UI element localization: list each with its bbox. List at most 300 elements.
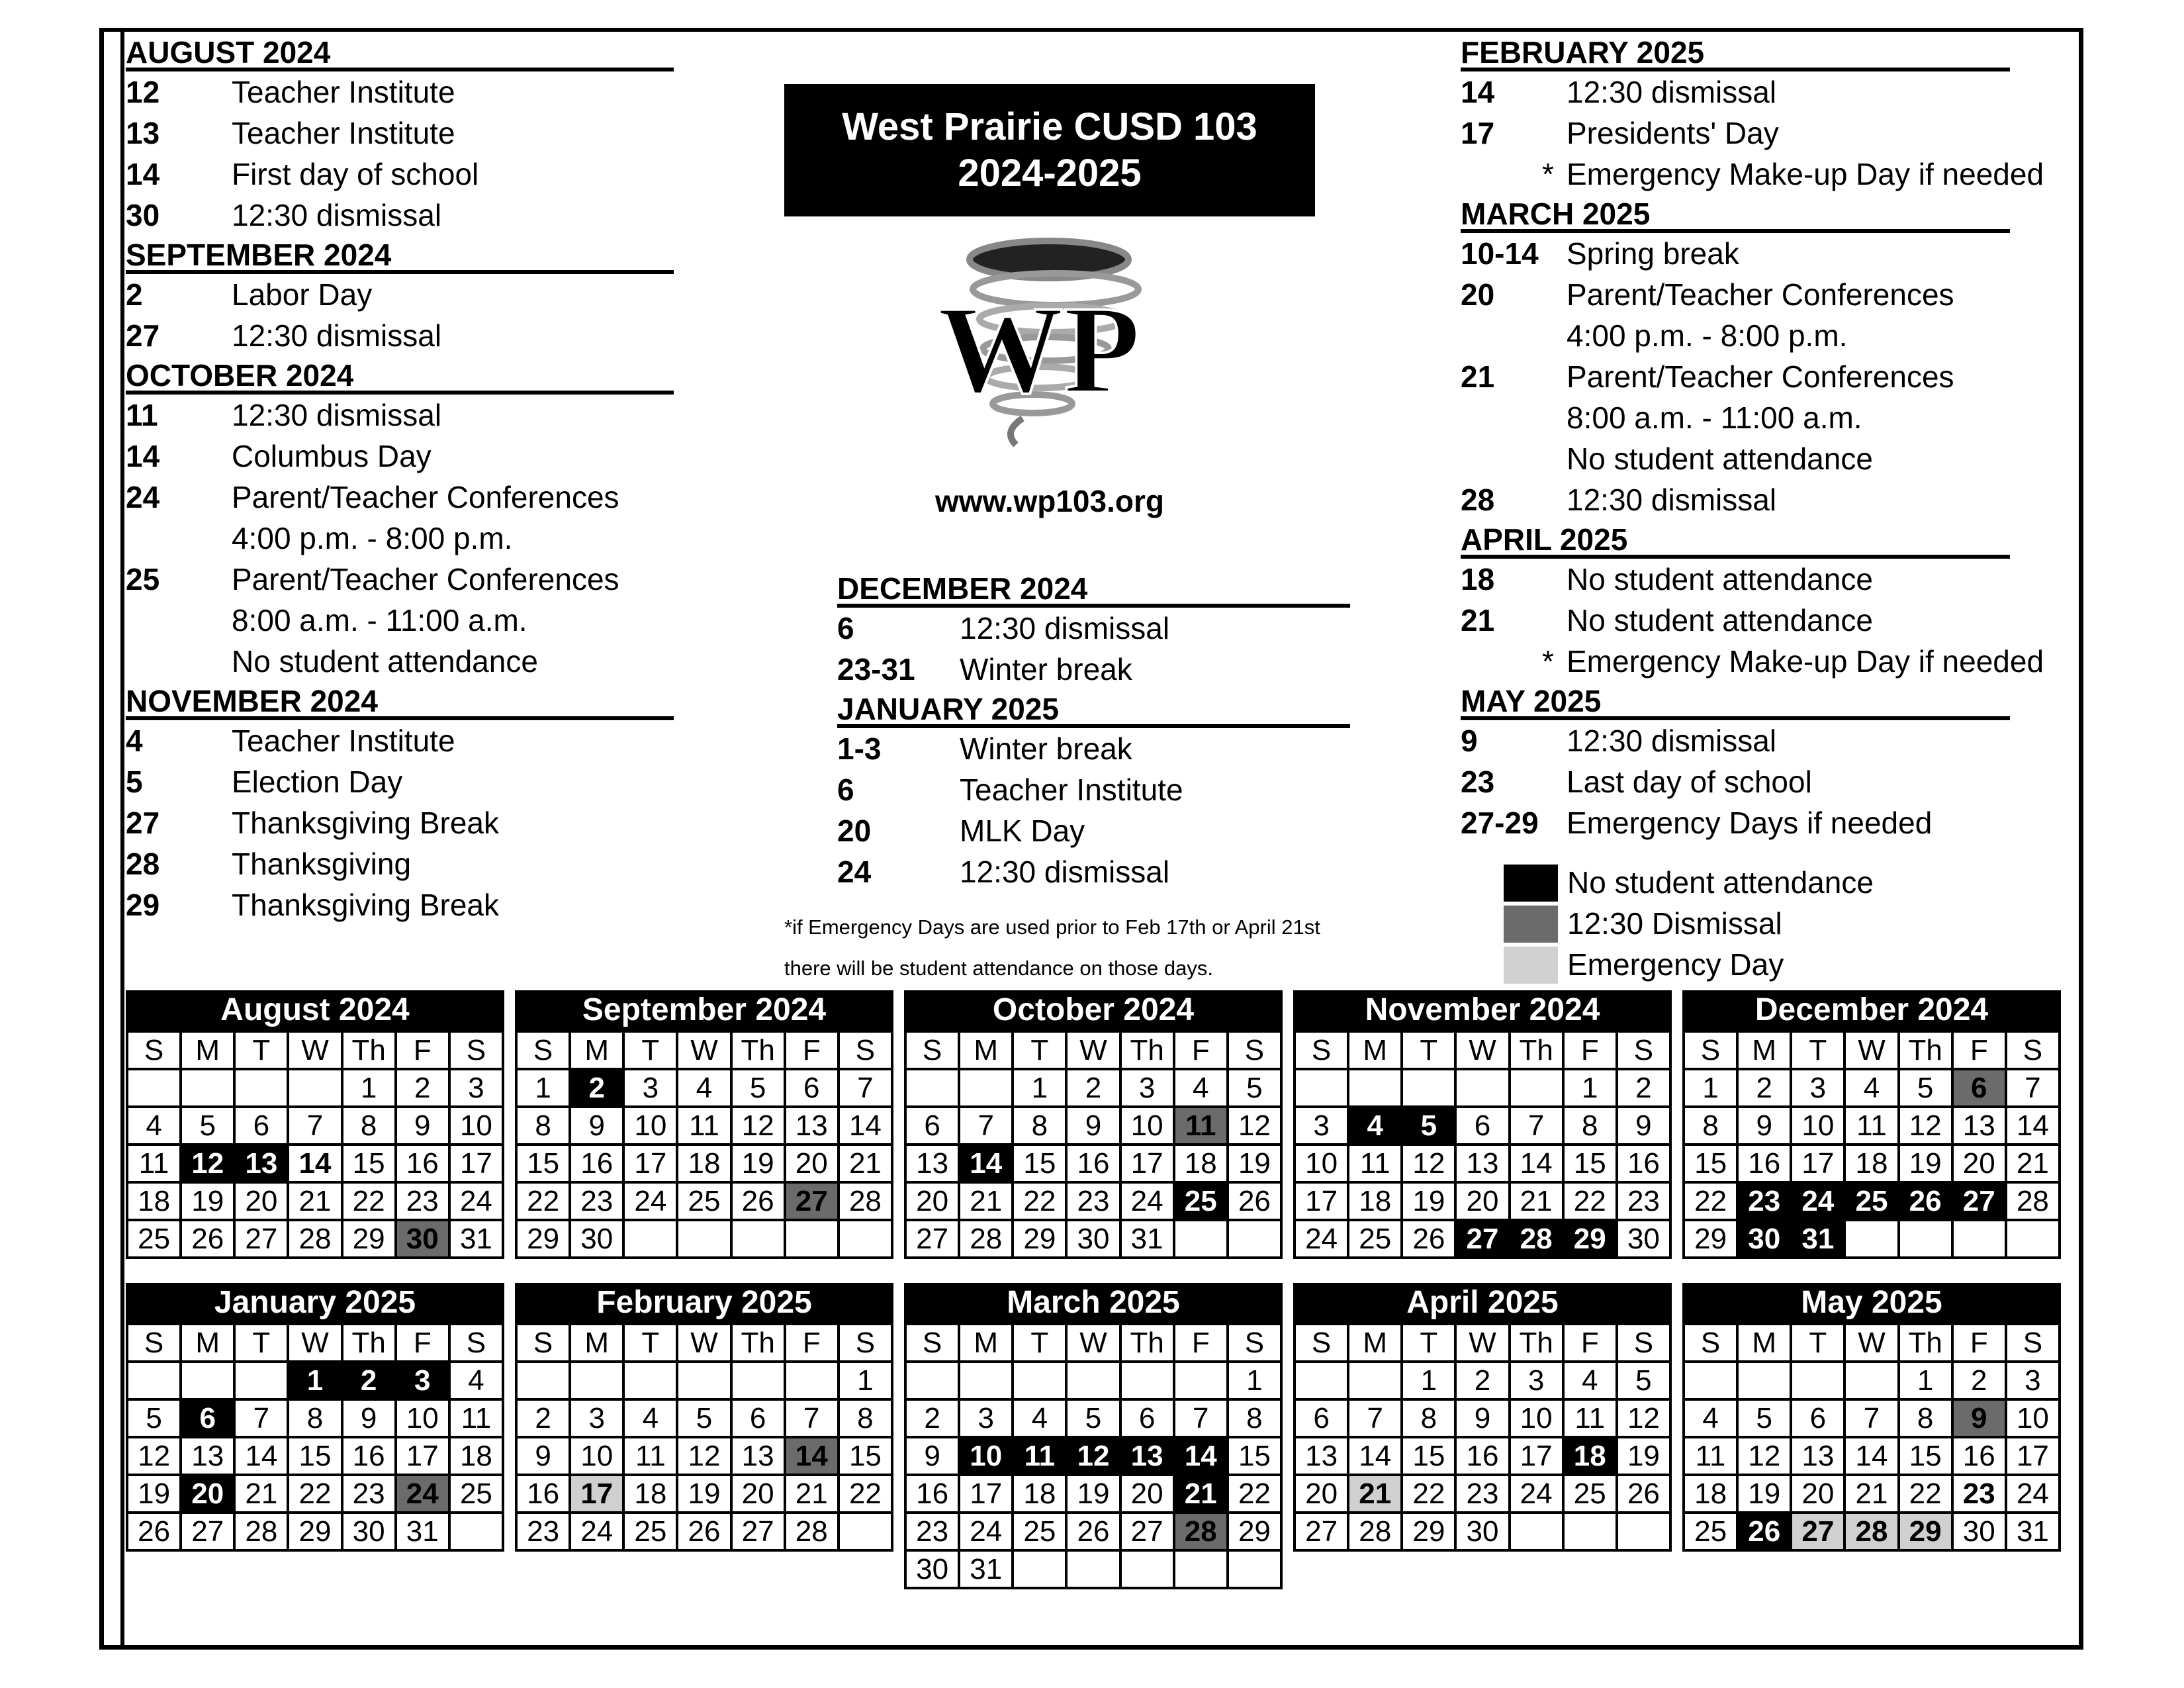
event-row: [126, 477, 674, 518]
event-date: 10-14: [1461, 236, 1539, 271]
day-cell: 19: [181, 1182, 234, 1220]
week-row: [905, 1182, 1281, 1220]
day-cell: 4: [1013, 1399, 1066, 1437]
day-cell: 19: [731, 1145, 785, 1182]
empty-day-cell: [181, 1362, 234, 1399]
day-cell: 7: [839, 1069, 892, 1107]
event-row: [126, 315, 674, 356]
weekday-label: S: [127, 1324, 181, 1362]
day-cell: 8: [1228, 1399, 1281, 1437]
day-cell: 31: [2006, 1513, 2060, 1550]
weekday-label: S: [449, 1031, 503, 1069]
footnote-line-1: *if Emergency Days are used prior to Feb 17th or April 21st: [784, 915, 1320, 939]
day-cell: 9: [1066, 1107, 1120, 1145]
event-row: [126, 884, 674, 925]
event-row: [126, 843, 674, 884]
weekday-label: Th: [731, 1324, 785, 1362]
day-cell: 8: [1402, 1399, 1455, 1437]
day-cell: 4: [1348, 1107, 1402, 1145]
day-cell: 8: [1684, 1107, 1737, 1145]
weekday-label: Th: [1510, 1324, 1563, 1362]
event-description: No student attendance: [1567, 603, 1873, 637]
day-cell: 2: [1617, 1069, 1670, 1107]
day-cell: 18: [127, 1182, 181, 1220]
day-cell: 12: [731, 1107, 785, 1145]
empty-day-cell: [1013, 1550, 1066, 1588]
weekday-label: Th: [731, 1031, 785, 1069]
event-date: 29: [126, 888, 160, 922]
event-description: 8:00 a.m. - 11:00 a.m.: [1567, 400, 1862, 435]
weekday-label: S: [1295, 1031, 1348, 1069]
event-date: 24: [126, 480, 160, 514]
day-cell: 27: [785, 1182, 839, 1220]
week-row: [905, 1399, 1281, 1437]
empty-day-cell: [731, 1220, 785, 1258]
weekday-label: Th: [1899, 1031, 1952, 1069]
day-cell: 13: [1952, 1107, 2006, 1145]
day-cell: 6: [181, 1399, 234, 1437]
day-cell: 29: [1899, 1513, 1952, 1550]
empty-day-cell: [449, 1513, 503, 1550]
day-cell: 15: [288, 1437, 341, 1475]
week-row: [905, 1069, 1281, 1107]
day-cell: 16: [905, 1475, 959, 1513]
weekday-label: Th: [1510, 1031, 1563, 1069]
month-calendar: [1293, 1283, 1672, 1552]
calendar-grid: [904, 1323, 1283, 1589]
empty-day-cell: [1174, 1550, 1228, 1588]
day-cell: 24: [449, 1182, 503, 1220]
weekday-label: M: [959, 1031, 1013, 1069]
weekday-header-row: [1295, 1324, 1670, 1362]
event-description: MLK Day: [960, 814, 1085, 848]
week-row: [516, 1437, 892, 1475]
event-row: [1461, 315, 2010, 356]
day-cell: 12: [1066, 1437, 1120, 1475]
day-cell: 3: [449, 1069, 503, 1107]
weekday-label: S: [1617, 1324, 1670, 1362]
day-cell: 26: [1899, 1182, 1952, 1220]
day-cell: 1: [1228, 1362, 1281, 1399]
empty-day-cell: [1228, 1220, 1281, 1258]
event-description: 12:30 dismissal: [232, 398, 442, 432]
day-cell: 14: [959, 1145, 1013, 1182]
legend-swatch: [1504, 865, 1558, 902]
event-row: [126, 274, 674, 315]
day-cell: 23: [1066, 1182, 1120, 1220]
empty-day-cell: [905, 1069, 959, 1107]
day-cell: 2: [1066, 1069, 1120, 1107]
event-description: Emergency Make-up Day if needed: [1567, 644, 2044, 679]
day-cell: 10: [449, 1107, 503, 1145]
weekday-label: S: [2006, 1031, 2060, 1069]
weekday-label: S: [1228, 1031, 1281, 1069]
event-description: Winter break: [960, 652, 1132, 686]
weekday-label: F: [396, 1031, 449, 1069]
day-cell: 13: [1120, 1437, 1174, 1475]
day-cell: 3: [1510, 1362, 1563, 1399]
weekday-label: S: [905, 1031, 959, 1069]
event-description: Presidents' Day: [1567, 116, 1779, 150]
day-cell: 16: [1952, 1437, 2006, 1475]
month-events-header: FEBRUARY 2025: [1461, 33, 2010, 71]
event-description: No student attendance: [1567, 442, 1873, 476]
empty-day-cell: [677, 1362, 731, 1399]
day-cell: 1: [288, 1362, 341, 1399]
event-date: 17: [1461, 116, 1495, 150]
event-row: [1461, 559, 2010, 600]
week-row: [127, 1362, 503, 1399]
event-description: 12:30 dismissal: [1567, 483, 1777, 517]
week-row: [1295, 1220, 1670, 1258]
day-cell: 12: [1228, 1107, 1281, 1145]
event-description: No student attendance: [232, 644, 538, 679]
event-row: [126, 720, 674, 761]
event-row: [126, 113, 674, 154]
day-cell: 3: [959, 1399, 1013, 1437]
day-cell: 2: [905, 1399, 959, 1437]
empty-day-cell: [1791, 1362, 1844, 1399]
day-cell: 29: [1563, 1220, 1617, 1258]
weekday-label: M: [1348, 1324, 1402, 1362]
month-title: August 2024: [126, 990, 504, 1030]
day-cell: 6: [1455, 1107, 1509, 1145]
event-row: [1461, 356, 2010, 397]
day-cell: 12: [1402, 1145, 1455, 1182]
weekday-label: M: [570, 1031, 623, 1069]
weekday-label: S: [839, 1324, 892, 1362]
empty-day-cell: [1684, 1362, 1737, 1399]
day-cell: 26: [677, 1513, 731, 1550]
weekday-header-row: [905, 1031, 1281, 1069]
event-date: 23: [1461, 765, 1495, 799]
day-cell: 5: [181, 1107, 234, 1145]
day-cell: 21: [1510, 1182, 1563, 1220]
day-cell: 19: [127, 1475, 181, 1513]
empty-day-cell: [1844, 1220, 1898, 1258]
day-cell: 30: [1737, 1220, 1791, 1258]
day-cell: 13: [1295, 1437, 1348, 1475]
weekday-label: S: [1684, 1324, 1737, 1362]
day-cell: 22: [342, 1182, 396, 1220]
day-cell: 10: [1120, 1107, 1174, 1145]
weekday-label: S: [2006, 1324, 2060, 1362]
day-cell: 10: [1510, 1399, 1563, 1437]
day-cell: 25: [1348, 1220, 1402, 1258]
empty-day-cell: [1066, 1362, 1120, 1399]
weekday-label: T: [623, 1031, 677, 1069]
event-row: [126, 761, 674, 802]
day-cell: 6: [1295, 1399, 1348, 1437]
day-cell: 11: [449, 1399, 503, 1437]
empty-day-cell: [839, 1220, 892, 1258]
empty-day-cell: [1402, 1069, 1455, 1107]
week-row: [127, 1399, 503, 1437]
empty-day-cell: [1510, 1069, 1563, 1107]
day-cell: 21: [839, 1145, 892, 1182]
day-cell: 23: [570, 1182, 623, 1220]
day-cell: 31: [449, 1220, 503, 1258]
event-date: 23-31: [837, 652, 915, 686]
day-cell: 17: [570, 1475, 623, 1513]
day-cell: 16: [1066, 1145, 1120, 1182]
weekday-label: T: [1402, 1324, 1455, 1362]
event-description: First day of school: [232, 157, 479, 191]
empty-day-cell: [1348, 1362, 1402, 1399]
day-cell: 15: [1402, 1437, 1455, 1475]
day-cell: 6: [905, 1107, 959, 1145]
empty-day-cell: [1455, 1069, 1509, 1107]
day-cell: 7: [2006, 1069, 2060, 1107]
empty-day-cell: [234, 1362, 288, 1399]
asterisk-marker: *: [1542, 644, 1554, 679]
week-row: [1295, 1362, 1670, 1399]
event-date: 18: [1461, 562, 1495, 596]
weekday-label: W: [677, 1324, 731, 1362]
day-cell: 22: [1563, 1182, 1617, 1220]
weekday-label: F: [1563, 1031, 1617, 1069]
week-row: [1295, 1475, 1670, 1513]
day-cell: 15: [839, 1437, 892, 1475]
day-cell: 25: [1844, 1182, 1898, 1220]
day-cell: 24: [1120, 1182, 1174, 1220]
weekday-label: Th: [342, 1031, 396, 1069]
event-description: Parent/Teacher Conferences: [232, 480, 619, 514]
empty-day-cell: [1174, 1362, 1228, 1399]
day-cell: 4: [677, 1069, 731, 1107]
day-cell: 4: [1684, 1399, 1737, 1437]
event-date: 11: [126, 398, 158, 432]
empty-day-cell: [1120, 1550, 1174, 1588]
event-row: [1461, 438, 2010, 479]
day-cell: 20: [905, 1182, 959, 1220]
event-row: [126, 71, 674, 113]
legend-swatch: [1504, 906, 1558, 943]
day-cell: 25: [623, 1513, 677, 1550]
day-cell: 21: [288, 1182, 341, 1220]
day-cell: 28: [839, 1182, 892, 1220]
day-cell: 19: [1228, 1145, 1281, 1182]
day-cell: 22: [1402, 1475, 1455, 1513]
empty-day-cell: [1617, 1513, 1670, 1550]
day-cell: 5: [1066, 1399, 1120, 1437]
weekday-label: S: [839, 1031, 892, 1069]
week-row: [516, 1513, 892, 1550]
month-calendar: [126, 990, 504, 1259]
day-cell: 21: [234, 1475, 288, 1513]
day-cell: 4: [449, 1362, 503, 1399]
weekday-label: W: [1066, 1324, 1120, 1362]
day-cell: 25: [1174, 1182, 1228, 1220]
day-cell: 9: [396, 1107, 449, 1145]
day-cell: 30: [1455, 1513, 1509, 1550]
event-description: Teacher Institute: [232, 116, 455, 150]
day-cell: 1: [1563, 1069, 1617, 1107]
event-description: 4:00 p.m. - 8:00 p.m.: [232, 521, 513, 555]
day-cell: 30: [570, 1220, 623, 1258]
day-cell: 30: [342, 1513, 396, 1550]
event-row: [126, 559, 674, 600]
empty-day-cell: [127, 1362, 181, 1399]
week-row: [127, 1513, 503, 1550]
month-calendar: [515, 990, 893, 1259]
day-cell: 27: [1295, 1513, 1348, 1550]
event-date: 25: [126, 562, 160, 596]
day-cell: 27: [181, 1513, 234, 1550]
day-cell: 17: [623, 1145, 677, 1182]
month-events-header: MARCH 2025: [1461, 195, 2010, 233]
day-cell: 25: [1684, 1513, 1737, 1550]
month-calendar: [515, 1283, 893, 1552]
day-cell: 20: [1952, 1145, 2006, 1182]
day-cell: 10: [396, 1399, 449, 1437]
empty-day-cell: [1174, 1220, 1228, 1258]
week-row: [1684, 1145, 2060, 1182]
event-date: 12: [126, 75, 160, 109]
day-cell: 8: [1563, 1107, 1617, 1145]
left-events-column: [126, 33, 674, 925]
weekday-label: T: [1402, 1031, 1455, 1069]
event-date: 20: [1461, 277, 1495, 312]
week-row: [1684, 1475, 2060, 1513]
event-description: Parent/Teacher Conferences: [1567, 359, 1954, 394]
day-cell: 11: [1348, 1145, 1402, 1182]
day-cell: 3: [623, 1069, 677, 1107]
day-cell: 31: [396, 1513, 449, 1550]
day-cell: 3: [396, 1362, 449, 1399]
day-cell: 24: [2006, 1475, 2060, 1513]
day-cell: 2: [570, 1069, 623, 1107]
day-cell: 28: [785, 1513, 839, 1550]
week-row: [905, 1145, 1281, 1182]
month-calendar: [1293, 990, 1672, 1259]
day-cell: 11: [127, 1145, 181, 1182]
month-title: February 2025: [515, 1283, 893, 1323]
website-link[interactable]: www.wp103.org: [935, 484, 1164, 518]
day-cell: 2: [1455, 1362, 1509, 1399]
week-row: [516, 1182, 892, 1220]
weekday-label: W: [1844, 1031, 1898, 1069]
day-cell: 18: [1684, 1475, 1737, 1513]
week-row: [1684, 1513, 2060, 1550]
weekday-label: M: [959, 1324, 1013, 1362]
day-cell: 6: [1120, 1399, 1174, 1437]
event-row: [126, 195, 674, 236]
week-row: [516, 1475, 892, 1513]
event-row: [1461, 479, 2010, 520]
weekday-label: T: [623, 1324, 677, 1362]
empty-day-cell: [959, 1362, 1013, 1399]
week-row: [516, 1220, 892, 1258]
day-cell: 7: [1174, 1399, 1228, 1437]
week-row: [1295, 1437, 1670, 1475]
day-cell: 16: [570, 1145, 623, 1182]
legend-label: Emergency Day: [1567, 947, 1784, 982]
empty-day-cell: [288, 1069, 341, 1107]
event-description: 12:30 dismissal: [960, 611, 1170, 645]
day-cell: 27: [731, 1513, 785, 1550]
day-cell: 14: [234, 1437, 288, 1475]
event-description: Parent/Teacher Conferences: [232, 562, 619, 596]
empty-day-cell: [1510, 1513, 1563, 1550]
weekday-label: S: [516, 1324, 570, 1362]
day-cell: 9: [1952, 1399, 2006, 1437]
week-row: [127, 1437, 503, 1475]
event-row: [1461, 233, 2010, 274]
day-cell: 29: [1013, 1220, 1066, 1258]
day-cell: 11: [1684, 1437, 1737, 1475]
day-cell: 22: [516, 1182, 570, 1220]
day-cell: 26: [1228, 1182, 1281, 1220]
event-date: 14: [126, 439, 160, 473]
day-cell: 2: [1952, 1362, 2006, 1399]
event-date: 2: [126, 277, 143, 312]
day-cell: 18: [1013, 1475, 1066, 1513]
event-description: Teacher Institute: [960, 773, 1183, 807]
weekday-header-row: [516, 1031, 892, 1069]
month-calendar: [1682, 1283, 2061, 1552]
day-cell: 14: [1174, 1437, 1228, 1475]
weekday-label: Th: [342, 1324, 396, 1362]
right-events-column: [1461, 33, 2044, 843]
day-cell: 25: [677, 1182, 731, 1220]
weekday-header-row: [1295, 1031, 1670, 1069]
month-events-header: NOVEMBER 2024: [126, 682, 674, 720]
event-row: [1461, 802, 2010, 843]
day-cell: 22: [1228, 1475, 1281, 1513]
day-cell: 6: [234, 1107, 288, 1145]
day-cell: 17: [959, 1475, 1013, 1513]
empty-day-cell: [1737, 1362, 1791, 1399]
day-cell: 19: [1617, 1437, 1670, 1475]
week-row: [1295, 1145, 1670, 1182]
school-year: 2024-2025: [958, 152, 1142, 195]
empty-day-cell: [2006, 1220, 2060, 1258]
empty-day-cell: [839, 1513, 892, 1550]
event-date: 9: [1461, 724, 1478, 758]
day-cell: 1: [1013, 1069, 1066, 1107]
empty-day-cell: [234, 1069, 288, 1107]
day-cell: 16: [396, 1145, 449, 1182]
day-cell: 3: [1295, 1107, 1348, 1145]
asterisk-marker: *: [1542, 157, 1554, 191]
day-cell: 26: [1737, 1513, 1791, 1550]
day-cell: 4: [1563, 1362, 1617, 1399]
day-cell: 5: [1737, 1399, 1791, 1437]
month-events-header: SEPTEMBER 2024: [126, 236, 674, 274]
week-row: [1684, 1182, 2060, 1220]
event-date: 27: [126, 318, 160, 353]
day-cell: 21: [1174, 1475, 1228, 1513]
empty-day-cell: [1066, 1550, 1120, 1588]
event-description: 12:30 dismissal: [232, 198, 442, 232]
day-cell: 1: [1899, 1362, 1952, 1399]
day-cell: 8: [288, 1399, 341, 1437]
day-cell: 15: [1228, 1437, 1281, 1475]
wp-tornado-logo: [923, 233, 1161, 451]
weekday-label: T: [1013, 1324, 1066, 1362]
event-row: [837, 810, 1350, 851]
calendar-grid: [126, 1030, 504, 1259]
empty-day-cell: [1295, 1069, 1348, 1107]
day-cell: 9: [905, 1437, 959, 1475]
day-cell: 17: [1510, 1437, 1563, 1475]
event-row: [126, 436, 674, 477]
day-cell: 27: [1791, 1513, 1844, 1550]
day-cell: 31: [1120, 1220, 1174, 1258]
day-cell: 16: [1617, 1145, 1670, 1182]
month-calendar: [126, 1283, 504, 1552]
